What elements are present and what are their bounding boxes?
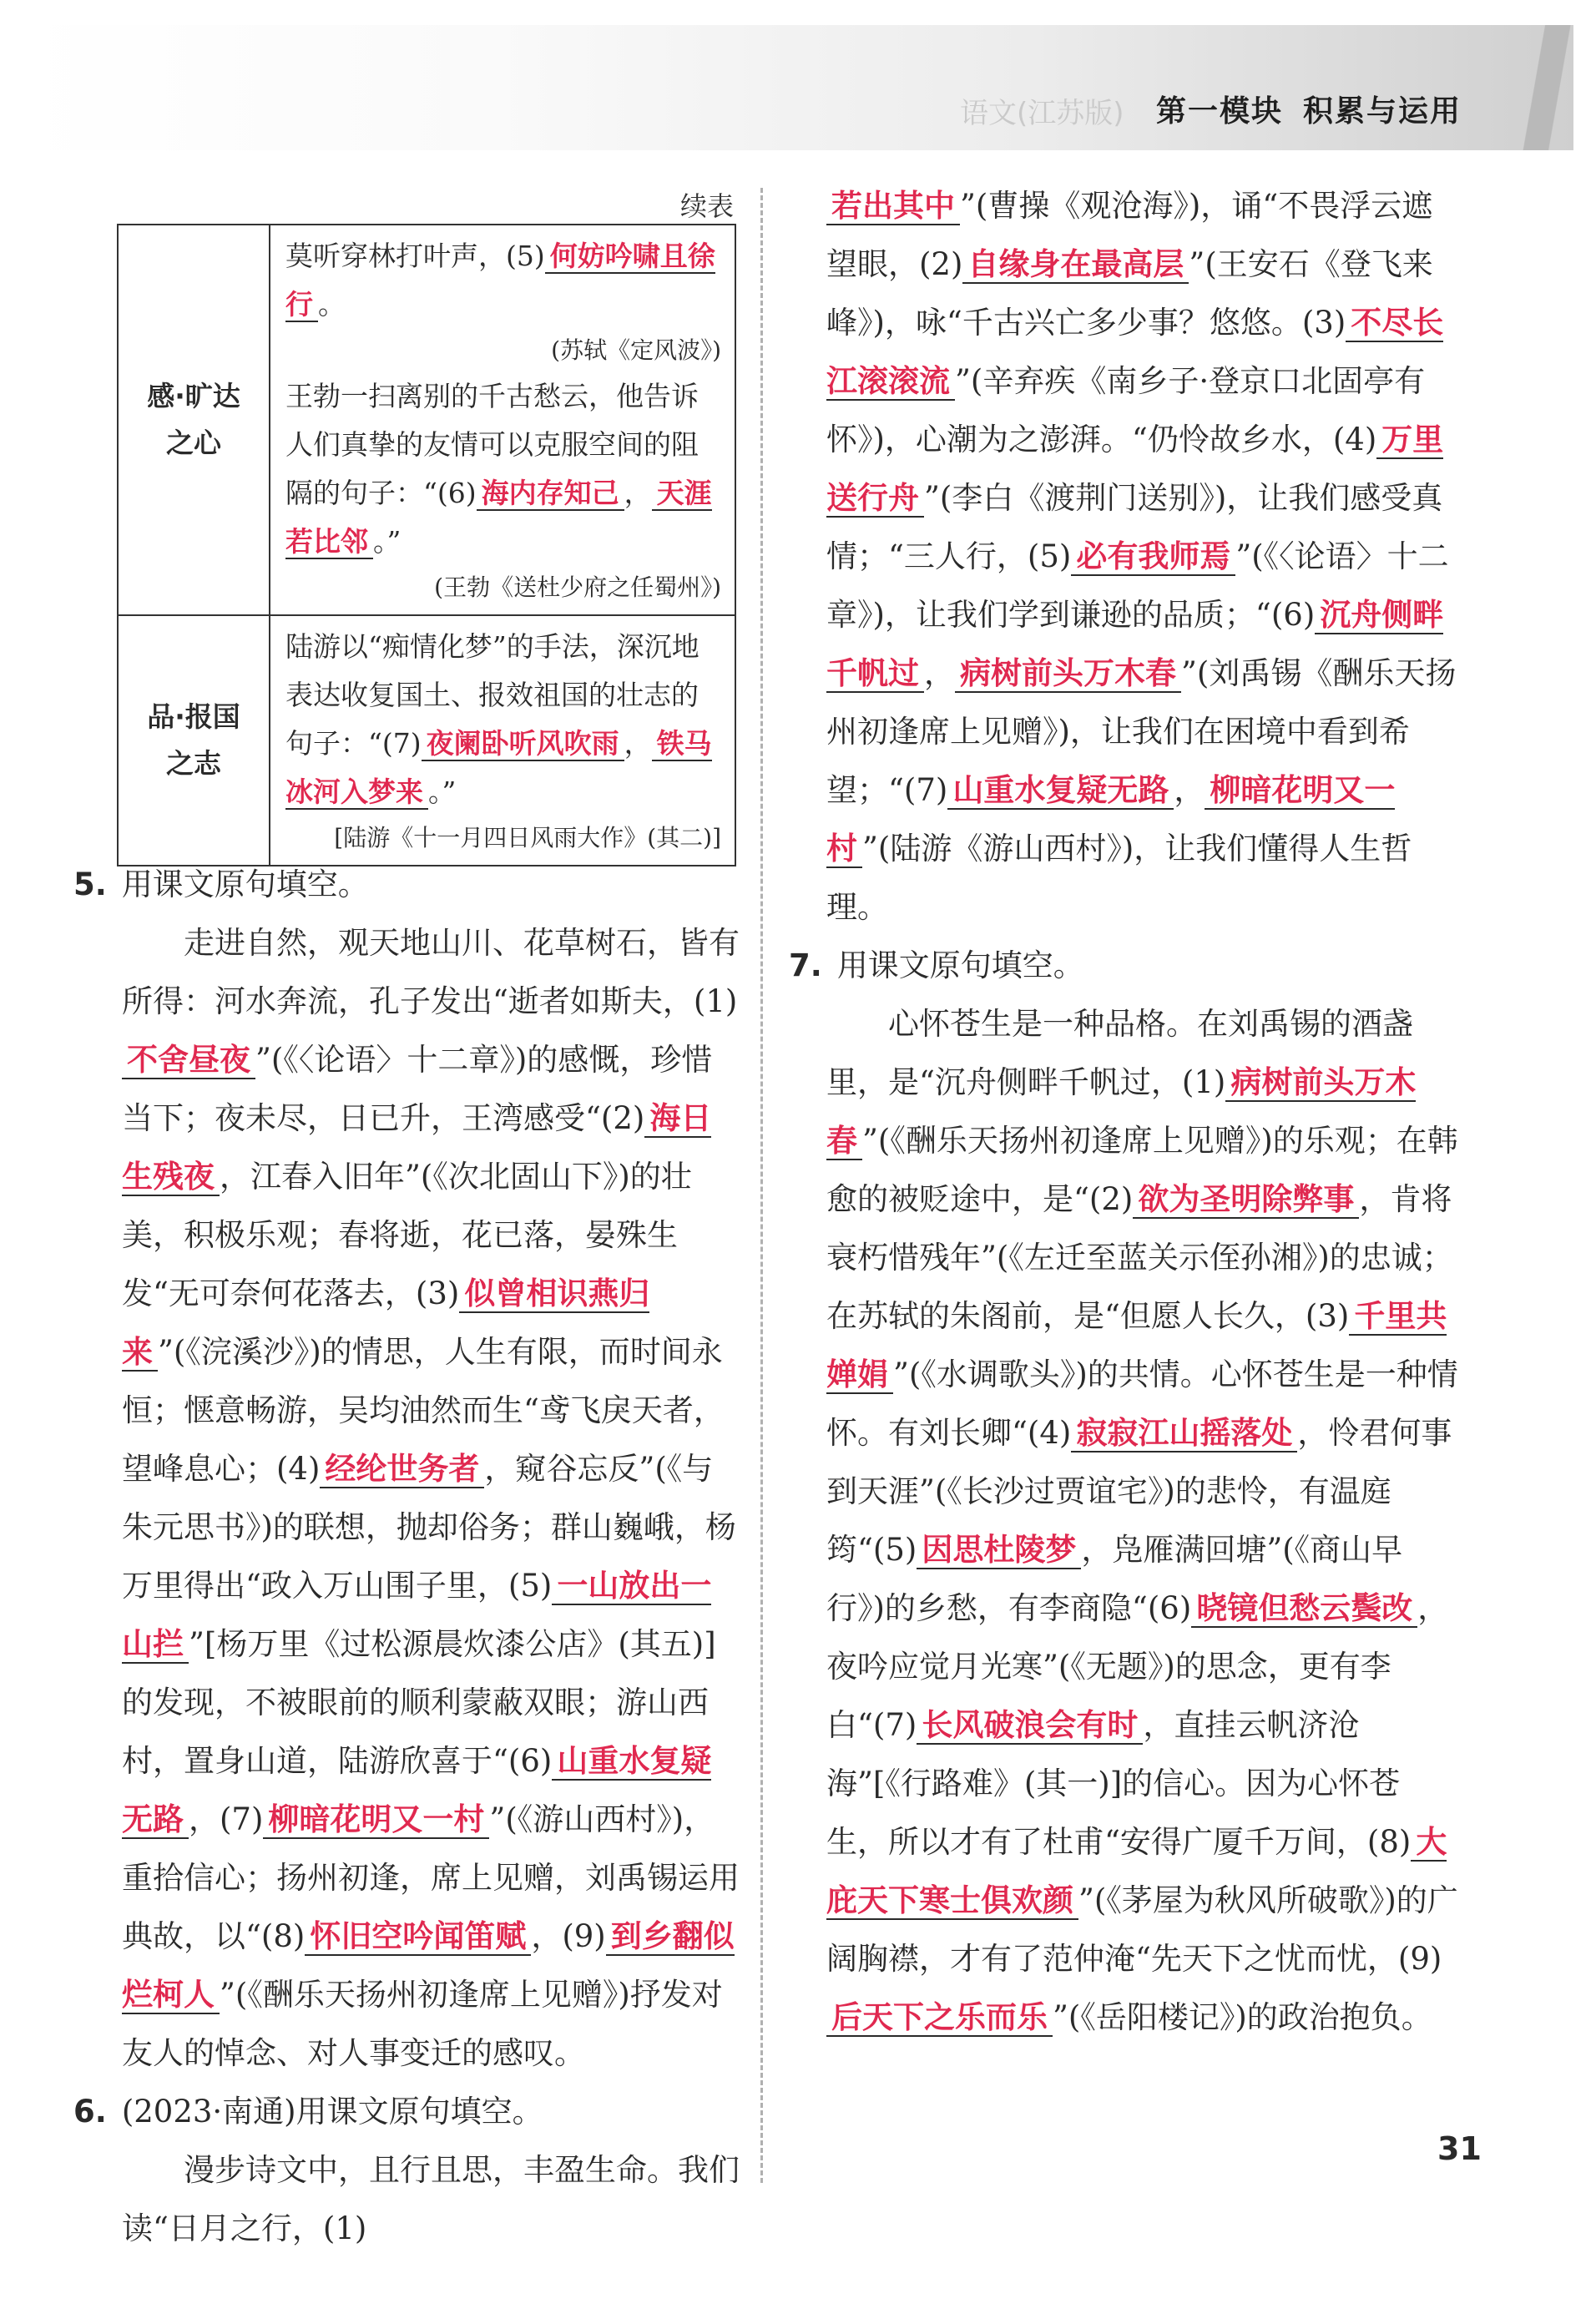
table-row <box>118 225 735 615</box>
answer-blank: 柳暗花明又一村 <box>263 1801 489 1839</box>
answer-blank: 怀旧空吟闻笛赋 <box>305 1918 531 1956</box>
answer-blank: 沉舟侧畔千帆过 <box>826 597 1444 691</box>
answer-blank: 大庇天下寒士俱欢颜 <box>826 1824 1447 1918</box>
answer-blank: 病树前头万木春 <box>955 655 1181 693</box>
answer-blank: 长风破浪会有时 <box>917 1707 1143 1745</box>
answer-blank: 若出其中 <box>826 188 960 225</box>
answer-blank: 柳暗花明又一村 <box>826 772 1396 866</box>
answer-blank: 万里送行舟 <box>826 422 1444 516</box>
answer-blank: 因思杜陵梦 <box>917 1532 1081 1569</box>
answer-blank: 山重水复疑无路 <box>122 1743 712 1837</box>
source-citation: [陆游《十一月四日风雨大作》(其二)] <box>334 824 721 851</box>
answer-blank: 海内存知己 <box>477 477 624 511</box>
answer-blank: 不舍昼夜 <box>122 1042 255 1079</box>
answer-blank: 自缘身在最高层 <box>962 246 1189 284</box>
left-column <box>73 856 741 2258</box>
question-7-title: 7. 用课文原句填空。 <box>789 947 1084 983</box>
answer-blank: 一山放出一山拦 <box>122 1568 712 1662</box>
page-number: 31 <box>1437 2130 1482 2167</box>
answer-blank: 海日生残夜 <box>122 1100 712 1195</box>
header-module: 第一模块 <box>1156 94 1284 129</box>
answer-blank: 到乡翻似烂柯人 <box>122 1918 735 2013</box>
answer-blank: 后天下之乐而乐 <box>826 1999 1053 2037</box>
recap-table <box>117 224 736 866</box>
header-section: 积累与运用 <box>1303 94 1462 129</box>
row-content: 陆游以“痴情化梦”的手法，深沉地表达收复国土、报效祖国的壮志的句子：“(7) 夜阑卧听风吹雨 ， 铁马冰河入梦来 。” [陆游《十一月四日风雨大作》(其二)] <box>270 615 735 866</box>
answer-blank: 天涯若比邻 <box>285 477 712 558</box>
source-citation: (苏轼《定风波》) <box>551 336 721 364</box>
question-6-title: 6. (2023·南通)用课文原句填空。 <box>73 2094 543 2129</box>
answer-blank: 千里共婵娟 <box>826 1298 1447 1392</box>
answer-blank: 必有我师焉 <box>1071 538 1235 576</box>
answer-blank: 不尽长江滚滚流 <box>826 305 1444 399</box>
question-6-body-start: 漫步诗文中，且行且思，丰盈生命。我们读“日月之行，(1) <box>122 2152 740 2246</box>
header-book-title: 语文(江苏版) <box>960 97 1124 130</box>
row-label: 品·报国 之志 <box>118 615 270 866</box>
answer-blank: 寂寂江山摇落处 <box>1071 1415 1297 1452</box>
question-7-body: 心怀苍生是一种品格。在刘禹锡的酒盏里，是“沉舟侧畔千帆过，(1) 病树前头万木春 ”(《酬乐天扬州初逢席上见赠》)的乐观；在韩愈的被贬途中，是“(2) 欲为圣明除弊事 ，肯将衰朽惜残年”(《左迁至蓝关示侄孙湘》)的忠诚；在苏轼的朱阁前，是“但愿人长久，(3) 千里共婵娟 ”(《水调歌头》)的共情。心怀苍生是一种情怀。有刘长卿“(4) 寂寂江山摇落处 ，怜君何事到天涯”(《长沙过贾谊宅》)的悲怜，有温庭筠“(5) 因思杜陵梦 ，凫雁满回塘”(《商山早行》)的乡愁，有李商隐“(6) 晓镜但愁云鬓改 ，夜吟应觉月光寒”(《无题》)的思念，更有李白“(7) 长风破浪会有时 ，直挂云帆济沧海”[《行路难》(其一)]的信心。因为心怀苍生，所以才有了杜甫“安得广厦千万间，(8) 大庇天下寒士俱欢颜 ”(《茅屋为秋风所破歌》)的广阔胸襟，才有了范仲淹“先天下之忧而忧，(9)后天下之乐而乐 ”(《岳阳楼记》)的政治抱负。 <box>826 1006 1458 2035</box>
continued-table-label: 续表 <box>680 190 735 222</box>
answer-blank: 夜阑卧听风吹雨 <box>422 727 624 761</box>
answer-blank: 何妨吟啸且徐行 <box>285 240 715 321</box>
answer-blank: 似曾相识燕归来 <box>122 1276 650 1370</box>
right-column <box>789 177 1461 2047</box>
answer-blank: 山重水复疑无路 <box>947 772 1174 810</box>
question-5-title: 5. 用课文原句填空。 <box>73 866 369 902</box>
header-chapter <box>1156 88 1482 130</box>
table-row <box>118 615 735 866</box>
question-5-body: 走进自然，观天地山川、花草树石，皆有所得：河水奔流，孔子发出“逝者如斯夫，(1)不舍昼夜 ”(《〈论语〉十二章》)的感慨，珍惜当下；夜未尽，日已升，王湾感受“(2) 海日生残夜 ，江春入旧年”(《次北固山下》)的壮美，积极乐观；春将逝，花已落，晏殊生发“无可奈何花落去，(3) 似曾相识燕归来 ”(《浣溪沙》)的情思，人生有限，而时间永恒；惬意畅游，吴均油然而生“鸢飞戾天者，望峰息心；(4) 经纶世务者 ，窥谷忘反”(《与朱元思书》)的联想，抛却俗务；群山巍峨，杨万里得出“政入万山围子里，(5) 一山放出一山拦 ”[杨万里《过松源晨炊漆公店》(其五)]的发现，不被眼前的顺利蒙蔽双眼；游山西村，置身山道，陆游欣喜于“(6) 山重水复疑无路 ，(7) 柳暗花明又一村 ”(《游山西村》)，重拾信心；扬州初逢，席上见赠，刘禹锡运用典故，以“(8) 怀旧空吟闻笛赋 ，(9) 到乡翻似烂柯人 ”(《酬乐天扬州初逢席上见赠》)抒发对友人的悼念、对人事变迁的感叹。 <box>122 925 740 2071</box>
source-citation: (王勃《送杜少府之任蜀州》) <box>434 573 721 601</box>
answer-blank: 经纶世务者 <box>320 1451 484 1488</box>
row-content: 莫听穿林打叶声，(5) 何妨吟啸且徐行 。 (苏轼《定风波》) 王勃一扫离别的千古愁云，他告诉人们真挚的友情可以克服空间的阻隔的句子：“(6) 海内存知己 ， 天涯若比邻 。” (王勃《送杜少府之任蜀州》) <box>270 225 735 615</box>
answer-blank: 铁马冰河入梦来 <box>285 727 712 808</box>
column-divider <box>760 188 763 2183</box>
header-corner-mark <box>1511 25 1573 150</box>
answer-blank: 病树前头万木春 <box>826 1064 1417 1159</box>
question-6-body-cont: 若出其中 ”(曹操《观沧海》)，诵“不畏浮云遮望眼，(2) 自缘身在最高层 ”(王安石《登飞来峰》)，咏“千古兴亡多少事？悠悠。(3) 不尽长江滚滚流 ”(辛弃疾《南乡子·登京口北固亭有怀》)，心潮为之澎湃。“仍怜故乡水，(4) 万里送行舟 ”(李白《渡荆门送别》)，让我们感受真情；“三人行，(5) 必有我师焉 ”(《〈论语〉十二章》)，让我们学到谦逊的品质；“(6) 沉舟侧畔千帆过 ， 病树前头万木春 ”(刘禹锡《酬乐天扬州初逢席上见赠》)，让我们在困境中看到希望；“(7) 山重水复疑无路 ， 柳暗花明又一村 ”(陆游《游山西村》)，让我们懂得人生哲理。 <box>826 188 1457 925</box>
row-label: 感·旷达 之心 <box>118 225 270 615</box>
answer-blank: 晓镜但愁云鬓改 <box>1191 1590 1417 1628</box>
answer-blank: 欲为圣明除弊事 <box>1133 1181 1359 1219</box>
